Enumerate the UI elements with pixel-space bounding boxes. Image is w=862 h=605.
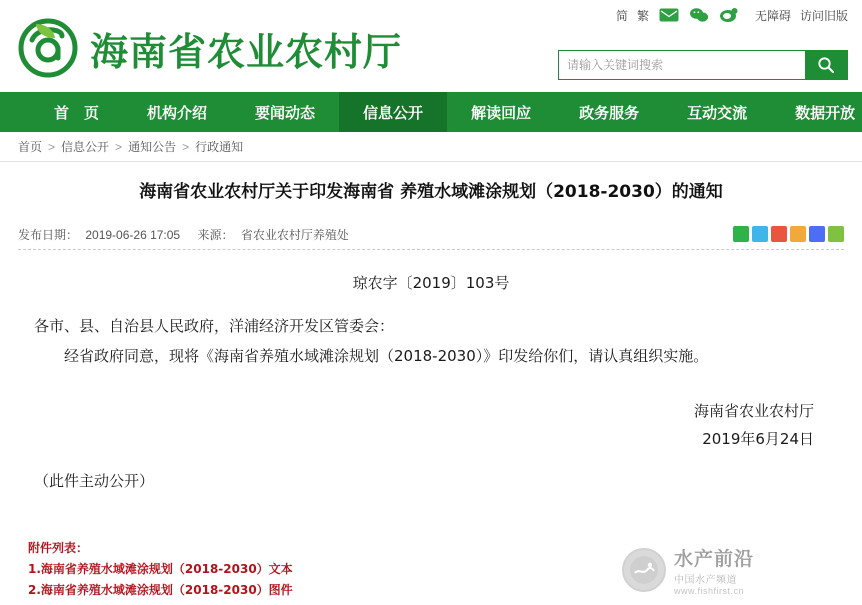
nav-item-information-disclosure[interactable]: 信息公开 (339, 92, 447, 132)
site-logo[interactable] (18, 18, 402, 78)
attachment-item[interactable]: 2.海南省养殖水域滩涂规划（2018-2030）图件 (28, 583, 293, 597)
old-version-link[interactable]: 访问旧版 (799, 8, 848, 23)
main-navigation (0, 92, 862, 132)
disclosure-note: （此件主动公开） (34, 471, 155, 490)
signature-organization: 海南省农业农村厅 (693, 401, 814, 420)
watermark-line-2: 中国水产频道 (674, 575, 737, 586)
breadcrumb (0, 132, 862, 162)
watermark-badge-icon (622, 548, 666, 592)
article-meta-left (18, 226, 353, 243)
article-meta (18, 220, 844, 250)
search-button[interactable] (805, 51, 847, 79)
article-container (0, 162, 862, 491)
nav-item-government-services[interactable]: 政务服务 (579, 103, 640, 122)
document-paragraph: 经省政府同意，现将《海南省养殖水域滩涂规划（2018-2030）》印发给你们，请认真组织实施。 (64, 346, 709, 365)
nav-item-open-data[interactable]: 数据开放 (795, 103, 856, 122)
document-salutation: 各市、县、自治县人民政府，洋浦经济开发区管委会： (34, 316, 395, 335)
attachment-list-label: 附件列表： (28, 541, 89, 555)
publish-date-label: 发布日期： (18, 227, 79, 242)
lang-traditional-link[interactable]: 繁 (636, 8, 649, 23)
watermark-line-1: 水产前沿 (674, 548, 755, 570)
source-value: 省农业农村厅养殖处 (240, 227, 349, 242)
search-icon (817, 56, 835, 74)
attachment-list (28, 538, 293, 601)
share-douban-icon[interactable] (790, 226, 806, 242)
nav-item-home[interactable]: 首 页 (54, 103, 100, 122)
breadcrumb-separator: > (182, 139, 190, 154)
document-body (0, 272, 862, 491)
document-number: 琼农字〔2019〕103号 (352, 273, 510, 292)
nav-item-interpretation[interactable]: 解读回应 (471, 103, 532, 122)
site-header (0, 12, 862, 90)
page-title: 海南省农业农村厅关于印发海南省 养殖水域滩涂规划（2018-2030）的通知 (139, 182, 723, 202)
at-leaf-logo-icon (18, 18, 78, 78)
share-wechat-icon[interactable] (828, 226, 844, 242)
breadcrumb-item-admin-notice[interactable]: 行政通知 (195, 140, 244, 154)
share-bar (733, 226, 844, 242)
accessibility-link[interactable]: 无障碍 (754, 8, 791, 23)
share-qzone-icon[interactable] (809, 226, 825, 242)
breadcrumb-separator: > (48, 139, 56, 154)
publish-date-value: 2019-06-26 17:05 (85, 227, 181, 242)
breadcrumb-item-home[interactable]: 首页 (18, 140, 43, 154)
share-weibo-icon[interactable] (752, 226, 768, 242)
watermark-text (674, 544, 754, 596)
share-renren-icon[interactable] (771, 226, 787, 242)
nav-item-interaction[interactable]: 互动交流 (687, 103, 748, 122)
signature-date: 2019年6月24日 (702, 430, 814, 448)
search-box (558, 50, 848, 80)
source-label: 来源： (197, 227, 234, 242)
breadcrumb-separator: > (115, 139, 123, 154)
nav-item-organization[interactable]: 机构介绍 (147, 103, 208, 122)
watermark-line-3: www.fishfirst.cn (674, 586, 745, 596)
watermark (622, 539, 852, 601)
breadcrumb-item-disclosure[interactable]: 信息公开 (61, 140, 110, 154)
share-qq-icon[interactable] (733, 226, 749, 242)
breadcrumb-item-notice[interactable]: 通知公告 (128, 140, 177, 154)
document-signature (34, 397, 828, 454)
attachment-item[interactable]: 1.海南省养殖水域滩涂规划（2018-2030）文本 (28, 562, 293, 576)
nav-item-news[interactable]: 要闻动态 (255, 103, 316, 122)
search-input[interactable] (559, 51, 805, 79)
lang-simplified-link[interactable]: 简 (615, 8, 628, 23)
site-title: 海南省农业农村厅 (90, 29, 403, 74)
